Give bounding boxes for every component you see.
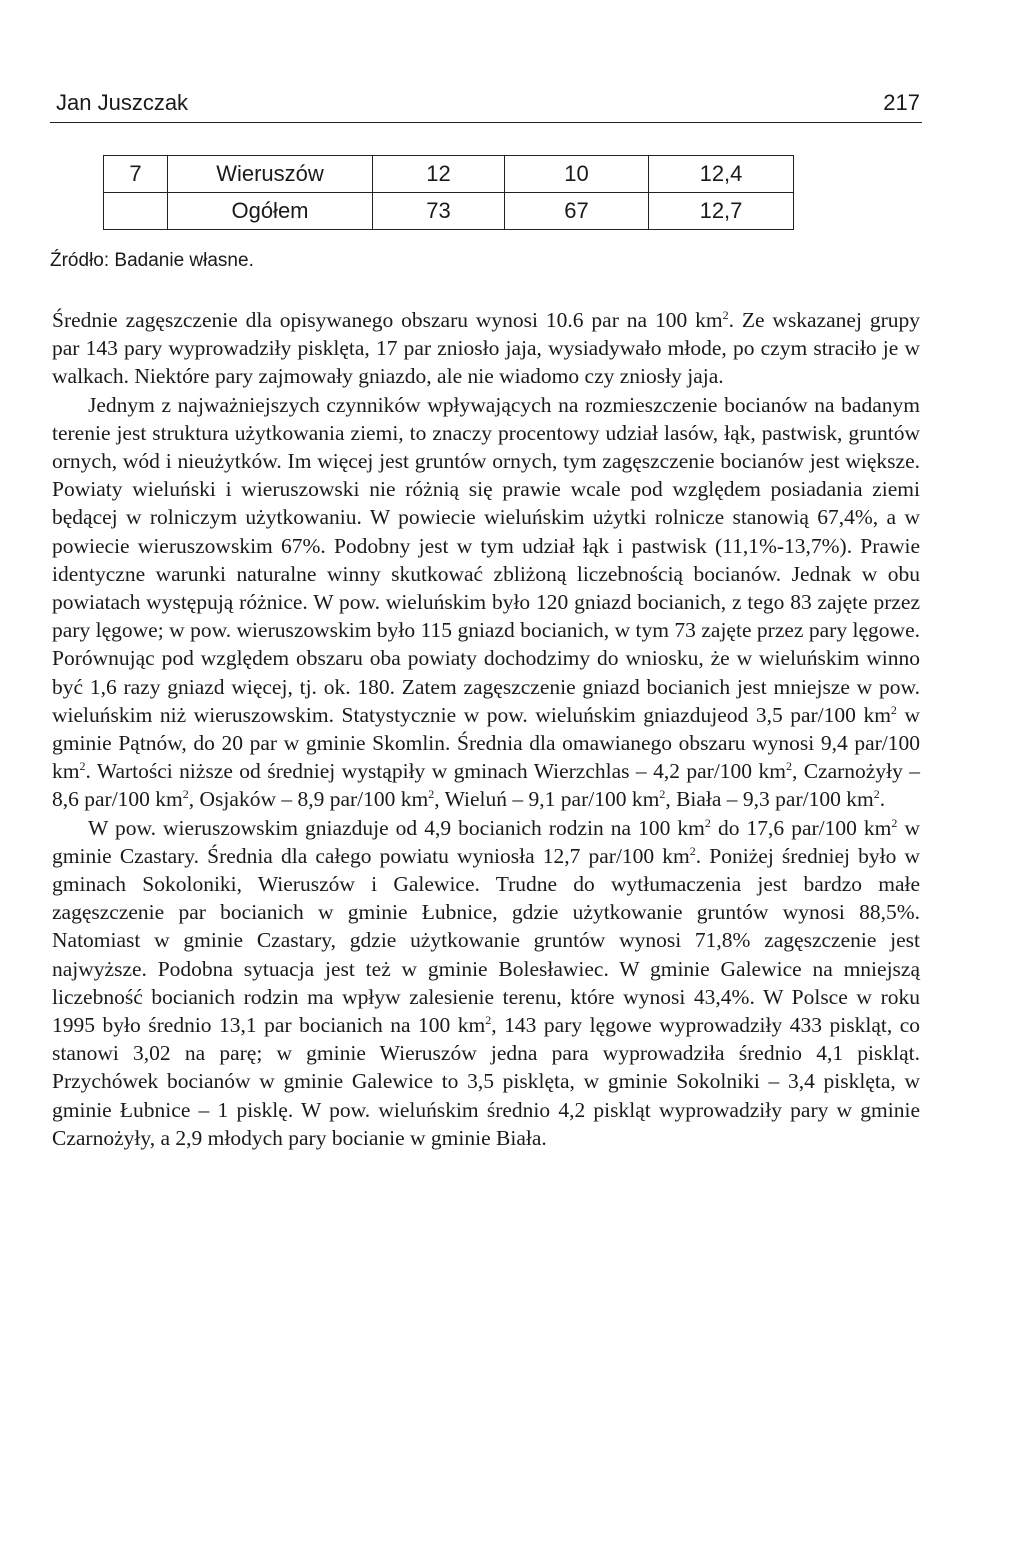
body-text xyxy=(52,306,920,1152)
paragraph xyxy=(52,814,920,1152)
superscript: 2 xyxy=(485,1013,492,1028)
superscript: 2 xyxy=(890,702,897,717)
table-cell: 10 xyxy=(505,156,649,193)
text-run: do 17,6 par/100 km xyxy=(710,815,892,840)
page-number: 217 xyxy=(883,90,920,115)
table-cell xyxy=(104,193,168,230)
table-cell: Wieruszów xyxy=(168,156,373,193)
table-cell: 7 xyxy=(104,156,168,193)
superscript: 2 xyxy=(785,759,792,774)
text-run: . xyxy=(879,787,886,812)
text-run: w gminie Pątnów, do 20 par w gminie Skomlin. Średnia dla omawianego obszaru wynosi 9,4 par/100 km xyxy=(52,702,920,784)
table-cell: 73 xyxy=(373,193,505,230)
text-run: , Osjaków – 8,9 par/100 km xyxy=(188,787,429,812)
table-cell: 67 xyxy=(505,193,649,230)
table-row xyxy=(104,193,794,230)
header-author: Jan Juszczak xyxy=(56,90,189,115)
superscript: 2 xyxy=(722,308,729,322)
superscript: 2 xyxy=(689,843,696,858)
table-cell: Ogółem xyxy=(168,193,373,230)
text-run: w gminie Czastary. Średnia dla całego powiatu wyniosła 12,7 par/100 km xyxy=(52,815,920,868)
superscript: 2 xyxy=(428,787,435,802)
table-source-note: Źródło: Badanie własne. xyxy=(50,250,254,271)
superscript: 2 xyxy=(659,787,666,802)
text-run: . Poniżej średniej było w gminach Sokoloniki, Wieruszów i Galewice. Trudne do wytłumaczenia jest bardzo małe zagęszczenie par bocianich w gminie Łubnice, gdzie użytkowanie gruntów wynosi 88,5%. Natomiast w gminie Czastary, gdzie użytkowanie gruntów wynosi 71,8% zagęszczenie jest najwyższe. Podobna sytuacja jest też w gminie Bolesławiec. W gminie Galewice na mniejszą liczebność bocianich rodzin ma wpływ zalesienie terenu, które wynosi 43,4%. W Polsce w roku 1995 było średnio 13,1 par bocianich na 100 km xyxy=(52,843,920,1038)
superscript: 2 xyxy=(873,787,880,802)
table-row xyxy=(104,156,794,193)
paragraph xyxy=(52,391,920,814)
data-table xyxy=(103,155,794,230)
text-run: , 143 pary lęgowe wyprowadziły 433 piskląt, co stanowi 3,02 na parę; w gminie Wieruszów jedna para wyprowadziła średnio 4,1 piskląt. Przychówek bocianów w gminie Galewice to 3,5 pisklęta, w gminie Sokolniki – 3,4 pisklęta, w gminie Łubnice – 1 pisklę. W pow. wieluńskim średnio 4,2 piskląt wyprowadziły pary w gminie Czarnożyły, a 2,9 młodych pary bocianie w gminie Biała. xyxy=(52,1013,921,1150)
text-run: Średnie zagęszczenie dla opisywanego obszaru wynosi 10.6 par na 100 km xyxy=(52,308,723,332)
running-header xyxy=(50,88,922,123)
superscript: 2 xyxy=(891,815,898,830)
superscript: 2 xyxy=(704,815,711,830)
table-cell: 12,4 xyxy=(649,156,794,193)
table-cell: 12,7 xyxy=(649,193,794,230)
text-run: . Ze wskazanej grupy par 143 pary wyprowadziły pisklęta, 17 par zniosło jaja, wysiadywało młode, po czym straciło je w walkach. Niektóre pary zajmowały gniazdo, ale nie wiadomo czy zniosły jaja. xyxy=(52,308,921,389)
text-run: Jednym z najważniejszych czynników wpływających na rozmieszczenie bocianów na badanym terenie jest struktura użytkowania ziemi, to znaczy procentowy udział lasów, łąk, pastwisk, gruntów ornych, wód i nieużytków. Im więcej jest gruntów ornych, tym zagęszczenie bocianów jest większe. Powiaty wieluński i wieruszowski nie różnią się prawie wcale pod względem posiadania ziemi będącej w rolniczym użytkowaniu. W powiecie wieluńskim użytki rolnicze stanowią 67,4%, a w powiecie wieruszowskim 67%. Podobny jest w tym udział łąk i pastwisk (11,1%-13,7%). Prawie identyczne warunki naturalne winny skutkować zbliżoną liczebnością bocianów. Jednak w obu powiatach występują różnice. W pow. wieluńskim było 120 gniazd bocianich, z tego 83 zajęte przez pary lęgowe; w pow. wieruszowskim było 115 gniazd bocianich, w tym 73 zajęte przez pary lęgowe. Porównując pod względem obszaru oba powiaty dochodzimy do wniosku, że w wieluńskim winno być 1,6 razy gniazd więcej, tj. ok. 180. Zatem zagęszczenie gniazd bocianich jest mniejsze w pow. wieluńskim niż wieruszowskim. Statystycznie w pow. wieluńskim gniazdujeod 3,5 par/100 km xyxy=(52,392,920,727)
text-run: . Wartości niższe od średniej wystąpiły w gminach Wierzchlas – 4,2 par/100 km xyxy=(85,759,786,784)
paragraph xyxy=(52,306,920,391)
text-run: W pow. wieruszowskim gniazduje od 4,9 bocianich rodzin na 100 km xyxy=(88,815,705,840)
text-run: , Biała – 9,3 par/100 km xyxy=(665,787,874,812)
superscript: 2 xyxy=(79,759,86,774)
superscript: 2 xyxy=(182,787,189,802)
table-cell: 12 xyxy=(373,156,505,193)
text-run: , Wieluń – 9,1 par/100 km xyxy=(434,787,660,812)
text-run: , Czarnożyły – 8,6 par/100 km xyxy=(52,759,920,812)
